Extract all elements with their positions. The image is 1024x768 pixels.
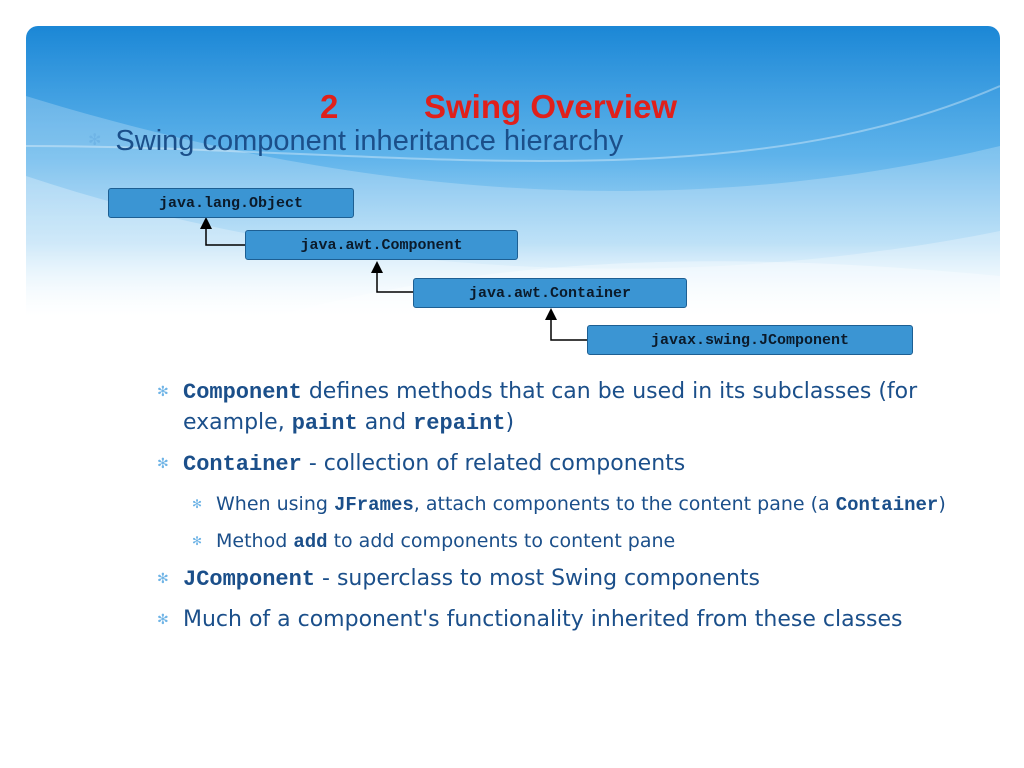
bullet-text: )	[938, 493, 946, 515]
connector-component-to-object	[206, 223, 245, 245]
code-jframes: JFrames	[333, 494, 414, 516]
bullet-text: - collection of related components	[301, 451, 686, 476]
code-add: add	[293, 531, 328, 553]
bullet-jcomponent	[157, 564, 957, 595]
bullet-text: and	[357, 410, 414, 435]
code-paint: paint	[291, 411, 358, 436]
bullet-text: defines methods that can be used in its subclasses (for example,	[183, 379, 918, 435]
bullet-text: - superclass to most Swing components	[315, 566, 760, 591]
bullet-container	[157, 449, 957, 480]
subtitle-text: Swing component inheritance hierarchy	[115, 125, 624, 157]
bullet-star-icon: ✻	[192, 534, 203, 548]
box-java-lang-object: java.lang.Object	[108, 188, 354, 218]
connector-jcomponent-to-container	[551, 314, 587, 340]
bullet-star-icon: ✻	[157, 456, 169, 472]
bullet-star-icon: ✻	[157, 612, 169, 628]
bullet-text: When using	[216, 493, 334, 515]
connector-container-to-component	[377, 267, 413, 292]
bullet-text: Much of a component's functionality inherited from these classes	[183, 607, 903, 632]
bullet-text: )	[505, 410, 515, 435]
box-java-awt-component: java.awt.Component	[245, 230, 518, 260]
bullet-text: , attach components to the content pane (a	[413, 493, 836, 515]
bullet-text: to add components to content pane	[327, 530, 676, 552]
bullet-list	[157, 377, 957, 645]
slide-number: 2	[320, 88, 339, 125]
box-javax-swing-jcomponent: javax.swing.JComponent	[587, 325, 913, 355]
box-java-awt-container: java.awt.Container	[413, 278, 687, 308]
code-container: Container	[183, 452, 302, 477]
code-repaint: repaint	[413, 411, 506, 436]
slide-title-text: Swing Overview	[424, 88, 678, 125]
bullet-component	[157, 377, 957, 439]
bullet-functionality	[157, 605, 957, 635]
subbullet-jframes	[157, 490, 957, 519]
code-container: Container	[835, 494, 939, 516]
code-component: Component	[183, 380, 302, 405]
bullet-text: Method	[216, 530, 294, 552]
bullet-star-icon: ✻	[192, 497, 203, 511]
subbullet-add	[157, 527, 957, 556]
code-jcomponent: JComponent	[183, 567, 316, 592]
bullet-star-icon: ✻	[157, 571, 169, 587]
bullet-star-icon: ✻	[88, 132, 102, 149]
bullet-star-icon: ✻	[157, 384, 169, 400]
